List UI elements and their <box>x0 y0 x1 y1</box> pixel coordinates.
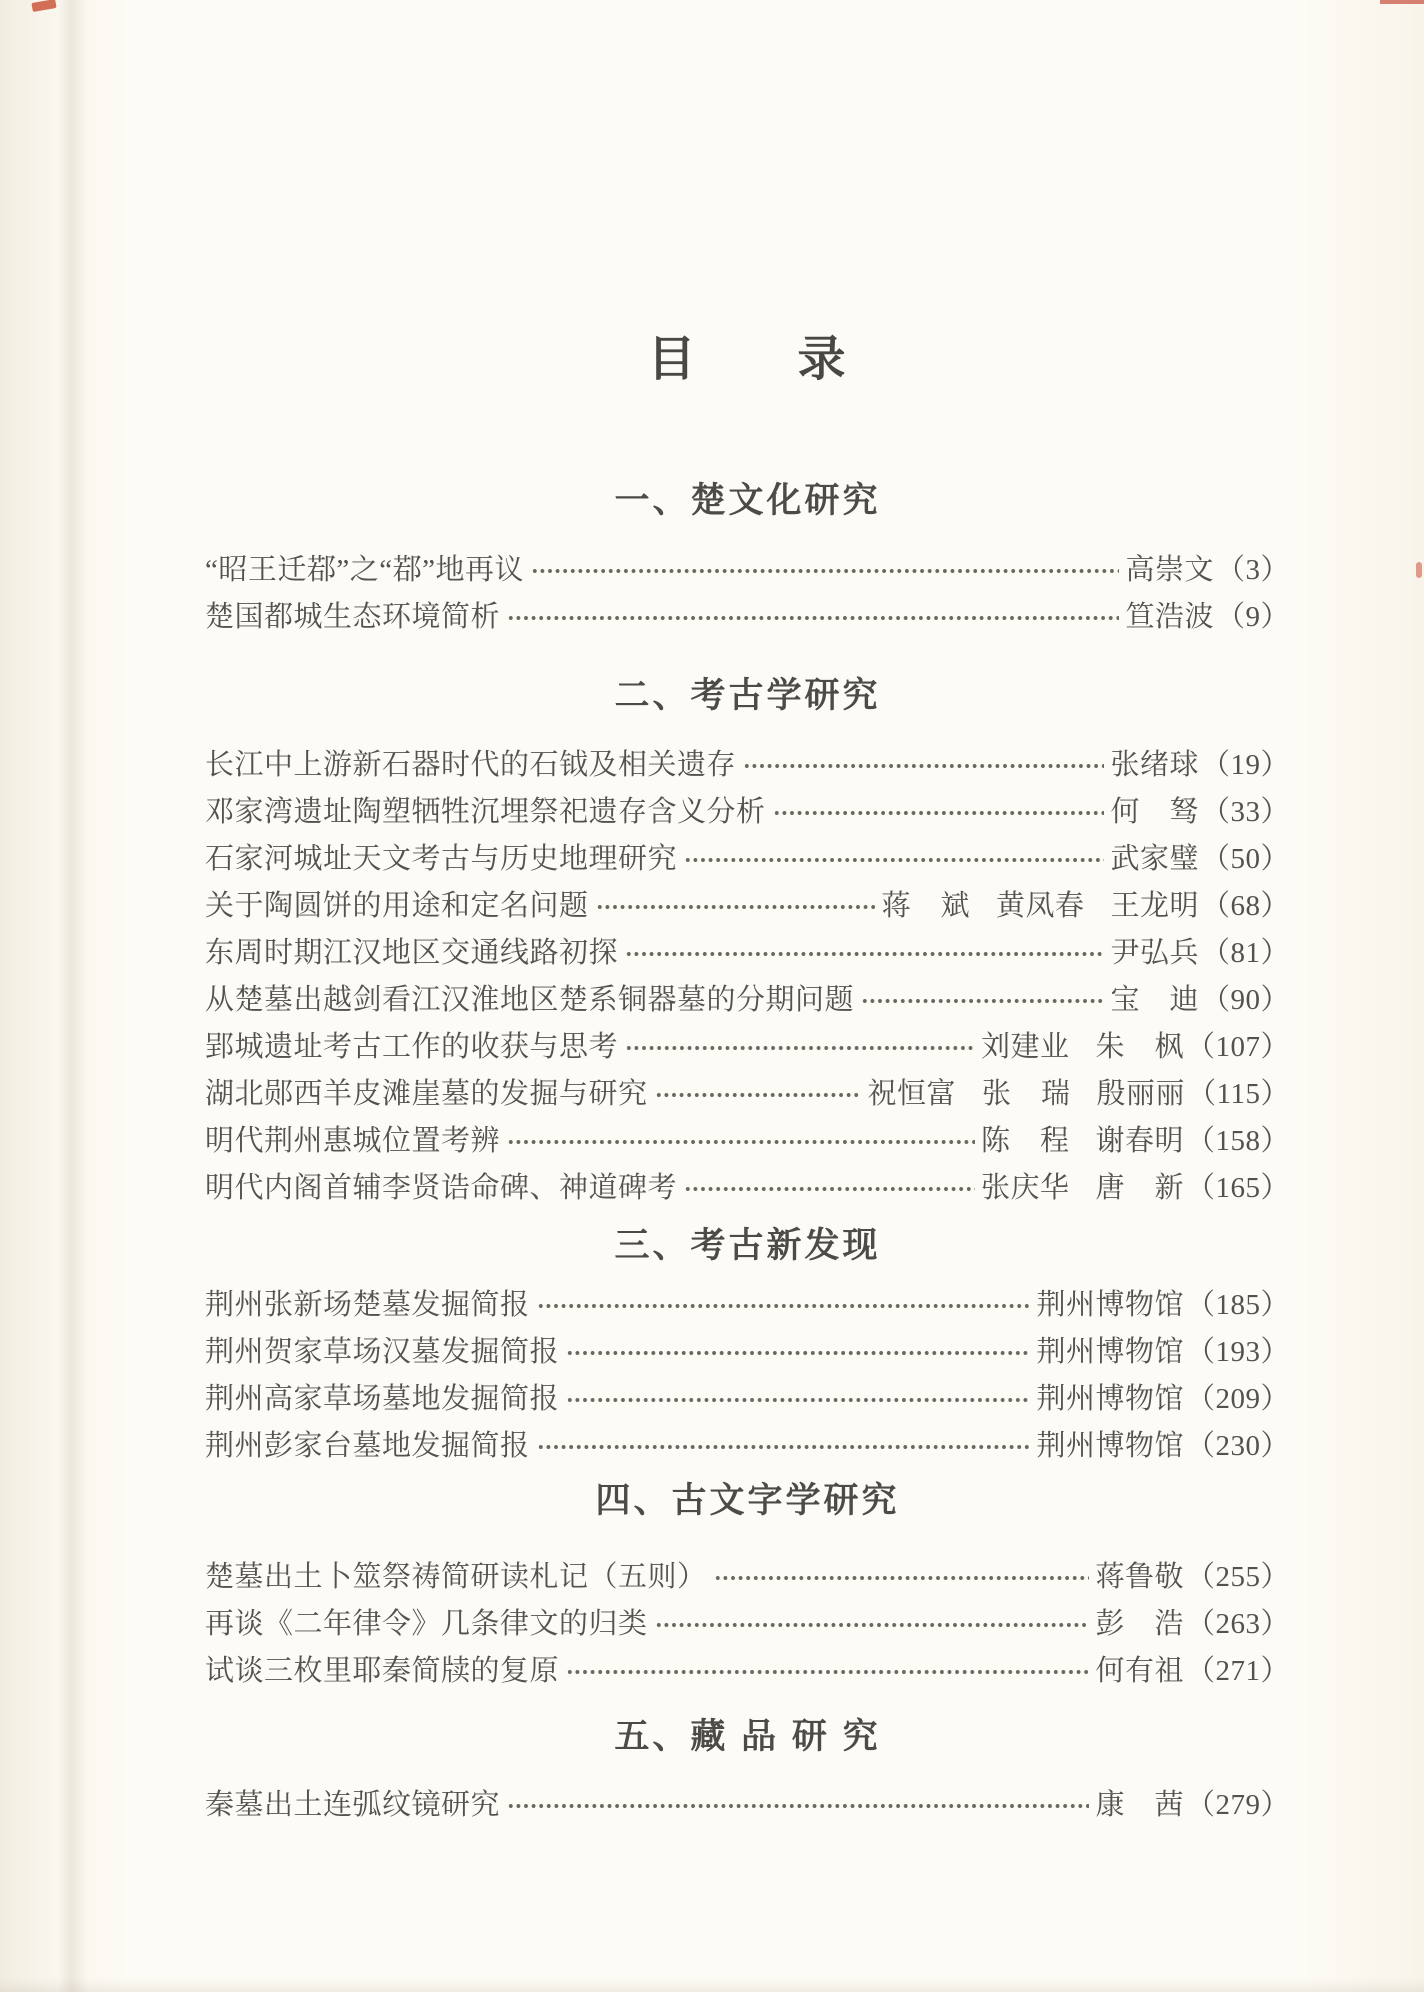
entry-title: 明代内阁首辅李贤诰命碑、神道碑考 <box>205 1172 678 1204</box>
entry-page-number: （81） <box>1200 937 1290 969</box>
dot-leader <box>507 1115 975 1162</box>
toc-entry <box>205 1779 1290 1826</box>
author-name: 王龙明 <box>1110 890 1199 922</box>
toc-entry <box>205 833 1290 880</box>
toc-section <box>205 478 1290 638</box>
entry-authors <box>981 1165 1184 1206</box>
section-entries <box>205 1779 1290 1826</box>
toc-entry <box>205 544 1290 591</box>
entry-title: 邓家湾遗址陶塑牺牲沉埋祭祀遗存含义分析 <box>205 796 766 828</box>
toc-entry <box>205 1598 1290 1645</box>
dot-leader <box>655 1598 1090 1645</box>
entry-title: 荆州贺家草场汉墓发掘简报 <box>205 1336 560 1368</box>
dot-leader <box>507 591 1119 638</box>
toc-entry <box>205 1068 1290 1115</box>
dot-leader <box>684 1162 975 1209</box>
toc-sections <box>205 478 1290 1826</box>
entry-authors <box>881 883 1199 924</box>
entry-title: 楚墓出土卜筮祭祷简研读札记（五则） <box>205 1561 707 1593</box>
author-name: 荆州博物馆 <box>1036 1336 1184 1368</box>
author-name: 黄凤春 <box>995 890 1085 922</box>
author-name: 张绪球 <box>1110 749 1199 781</box>
scan-artifact-top-left <box>31 0 56 12</box>
entry-title: 楚国都城生态环境简析 <box>205 601 501 633</box>
entry-authors <box>1095 1601 1184 1642</box>
entry-authors <box>868 1071 1186 1112</box>
entry-authors <box>1095 1554 1184 1595</box>
toc-entry <box>205 1551 1290 1598</box>
toc-section <box>205 1478 1290 1692</box>
page-title: 目 录 <box>647 333 848 386</box>
toc-entry <box>205 1373 1290 1420</box>
page-crease-shadow <box>58 0 88 1992</box>
scan-artifact-right-edge <box>1416 562 1422 578</box>
author-name: 彭 浩 <box>1095 1608 1184 1640</box>
entry-page-number: （279） <box>1185 1789 1290 1821</box>
toc-entry <box>205 1115 1290 1162</box>
dot-leader <box>861 974 1104 1021</box>
toc-entry <box>205 1420 1290 1467</box>
toc-section <box>205 673 1290 1209</box>
entry-title: 东周时期江汉地区交通线路初探 <box>205 937 619 969</box>
dot-leader <box>566 1645 1089 1692</box>
entry-page-number: （19） <box>1200 749 1290 781</box>
entry-title: 荆州张新场楚墓发掘简报 <box>205 1289 530 1321</box>
entry-authors <box>1110 930 1199 971</box>
entry-authors <box>1110 789 1199 830</box>
entry-title: 试谈三枚里耶秦简牍的复原 <box>205 1655 560 1687</box>
entry-page-number: （255） <box>1185 1561 1290 1593</box>
author-name: 朱 枫 <box>1095 1031 1184 1063</box>
entry-authors <box>1110 977 1199 1018</box>
toc-section <box>205 1223 1290 1467</box>
toc-entry <box>205 1326 1290 1373</box>
author-name: 刘建业 <box>980 1031 1070 1063</box>
entry-title: 荆州高家草场墓地发掘简报 <box>205 1383 560 1415</box>
entry-page-number: （209） <box>1185 1383 1290 1415</box>
toc-entry <box>205 1279 1290 1326</box>
section-entries <box>205 1279 1290 1467</box>
toc-entry <box>205 1645 1290 1692</box>
entry-page-number: （158） <box>1185 1125 1290 1157</box>
author-name: 尹弘兵 <box>1110 937 1199 969</box>
author-name: 张 瑞 <box>982 1078 1071 1110</box>
entry-page-number: （165） <box>1185 1172 1290 1204</box>
entry-authors <box>1095 1648 1184 1689</box>
entry-title: 郢城遗址考古工作的收获与思考 <box>205 1031 619 1063</box>
dot-leader <box>537 1420 1031 1467</box>
author-name: 何有祖 <box>1095 1655 1184 1687</box>
author-name: 祝恒富 <box>867 1078 957 1110</box>
author-name: 康 茜 <box>1095 1789 1184 1821</box>
toc-content <box>205 0 1290 1826</box>
entry-title: 明代荆州惠城位置考辨 <box>205 1125 501 1157</box>
dot-leader <box>566 1326 1030 1373</box>
toc-entry <box>205 927 1290 974</box>
dot-leader <box>566 1373 1030 1420</box>
entry-authors <box>1036 1282 1184 1323</box>
author-name: 荆州博物馆 <box>1036 1383 1184 1415</box>
entry-authors <box>1110 836 1199 877</box>
section-entries <box>205 1551 1290 1692</box>
entry-page-number: （230） <box>1185 1430 1290 1462</box>
entry-title: 湖北郧西羊皮滩崖墓的发掘与研究 <box>205 1078 648 1110</box>
dot-leader <box>537 1279 1031 1326</box>
entry-page-number: （185） <box>1185 1289 1290 1321</box>
toc-section <box>205 1714 1290 1826</box>
dot-leader <box>743 739 1104 786</box>
entry-authors <box>1110 742 1199 783</box>
dot-leader <box>655 1068 862 1115</box>
author-name: 张庆华 <box>980 1172 1070 1204</box>
dot-leader <box>773 786 1105 833</box>
author-name: 谢春明 <box>1095 1125 1184 1157</box>
dot-leader <box>531 544 1119 591</box>
entry-page-number: （33） <box>1200 796 1290 828</box>
author-name: 殷丽丽 <box>1096 1078 1186 1110</box>
author-name: 武家璧 <box>1110 843 1199 875</box>
entry-title: 从楚墓出越剑看江汉淮地区楚系铜器墓的分期问题 <box>205 984 855 1016</box>
author-name: 陈 程 <box>980 1125 1070 1157</box>
scan-artifact-top-right <box>1380 0 1424 4</box>
entry-title: 荆州彭家台墓地发掘简报 <box>205 1430 530 1462</box>
entry-title: 再谈《二年律令》几条律文的归类 <box>205 1608 648 1640</box>
section-heading: 二、考古学研究 <box>614 676 881 715</box>
entry-authors <box>981 1118 1184 1159</box>
author-name: 荆州博物馆 <box>1036 1430 1184 1462</box>
entry-authors <box>1095 1782 1184 1823</box>
author-name: 笪浩波 <box>1125 601 1214 633</box>
entry-title: 秦墓出土连弧纹镜研究 <box>205 1789 501 1821</box>
entry-page-number: （107） <box>1185 1031 1290 1063</box>
dot-leader <box>625 1021 975 1068</box>
entry-title: 石家河城址天文考古与历史地理研究 <box>205 843 678 875</box>
author-name: 蒋 斌 <box>881 890 970 922</box>
entry-title: 长江中上游新石器时代的石钺及相关遗存 <box>205 749 737 781</box>
page-edge-shadow <box>0 1978 1424 1992</box>
entry-page-number: （9） <box>1215 601 1290 633</box>
section-heading: 四、古文字学研究 <box>595 1481 900 1520</box>
toc-entry <box>205 591 1290 638</box>
toc-entry <box>205 974 1290 1021</box>
entry-authors <box>1036 1376 1184 1417</box>
section-entries <box>205 544 1290 638</box>
author-name: 蒋鲁敬 <box>1095 1561 1184 1593</box>
entry-page-number: （193） <box>1185 1336 1290 1368</box>
section-heading: 三、考古新发现 <box>614 1226 881 1265</box>
toc-entry <box>205 739 1290 786</box>
entry-title: 关于陶圆饼的用途和定名问题 <box>205 890 589 922</box>
author-name: 荆州博物馆 <box>1036 1289 1184 1321</box>
entry-title: “昭王迁鄀”之“鄀”地再议 <box>205 554 524 586</box>
author-name: 何 驽 <box>1110 796 1199 828</box>
author-name: 唐 新 <box>1095 1172 1184 1204</box>
entry-authors <box>1125 547 1214 588</box>
author-name: 宝 迪 <box>1110 984 1199 1016</box>
entry-page-number: （115） <box>1187 1078 1290 1110</box>
dot-leader <box>625 927 1104 974</box>
toc-entry <box>205 786 1290 833</box>
entry-page-number: （68） <box>1200 890 1290 922</box>
dot-leader <box>596 880 876 927</box>
toc-entry <box>205 1162 1290 1209</box>
entry-authors <box>1125 594 1214 635</box>
toc-entry <box>205 880 1290 927</box>
entry-page-number: （3） <box>1215 554 1290 586</box>
entry-page-number: （50） <box>1200 843 1290 875</box>
author-name: 高崇文 <box>1125 554 1214 586</box>
entry-page-number: （90） <box>1200 984 1290 1016</box>
dot-leader <box>507 1779 1089 1826</box>
toc-entry <box>205 1021 1290 1068</box>
entry-page-number: （271） <box>1185 1655 1290 1687</box>
section-heading: 五、藏 品 研 究 <box>614 1717 881 1756</box>
entry-page-number: （263） <box>1185 1608 1290 1640</box>
dot-leader <box>714 1551 1090 1598</box>
entry-authors <box>1036 1423 1184 1464</box>
dot-leader <box>684 833 1104 880</box>
section-entries <box>205 739 1290 1209</box>
entry-authors <box>1036 1329 1184 1370</box>
entry-authors <box>981 1024 1184 1065</box>
section-heading: 一、楚文化研究 <box>614 481 881 520</box>
